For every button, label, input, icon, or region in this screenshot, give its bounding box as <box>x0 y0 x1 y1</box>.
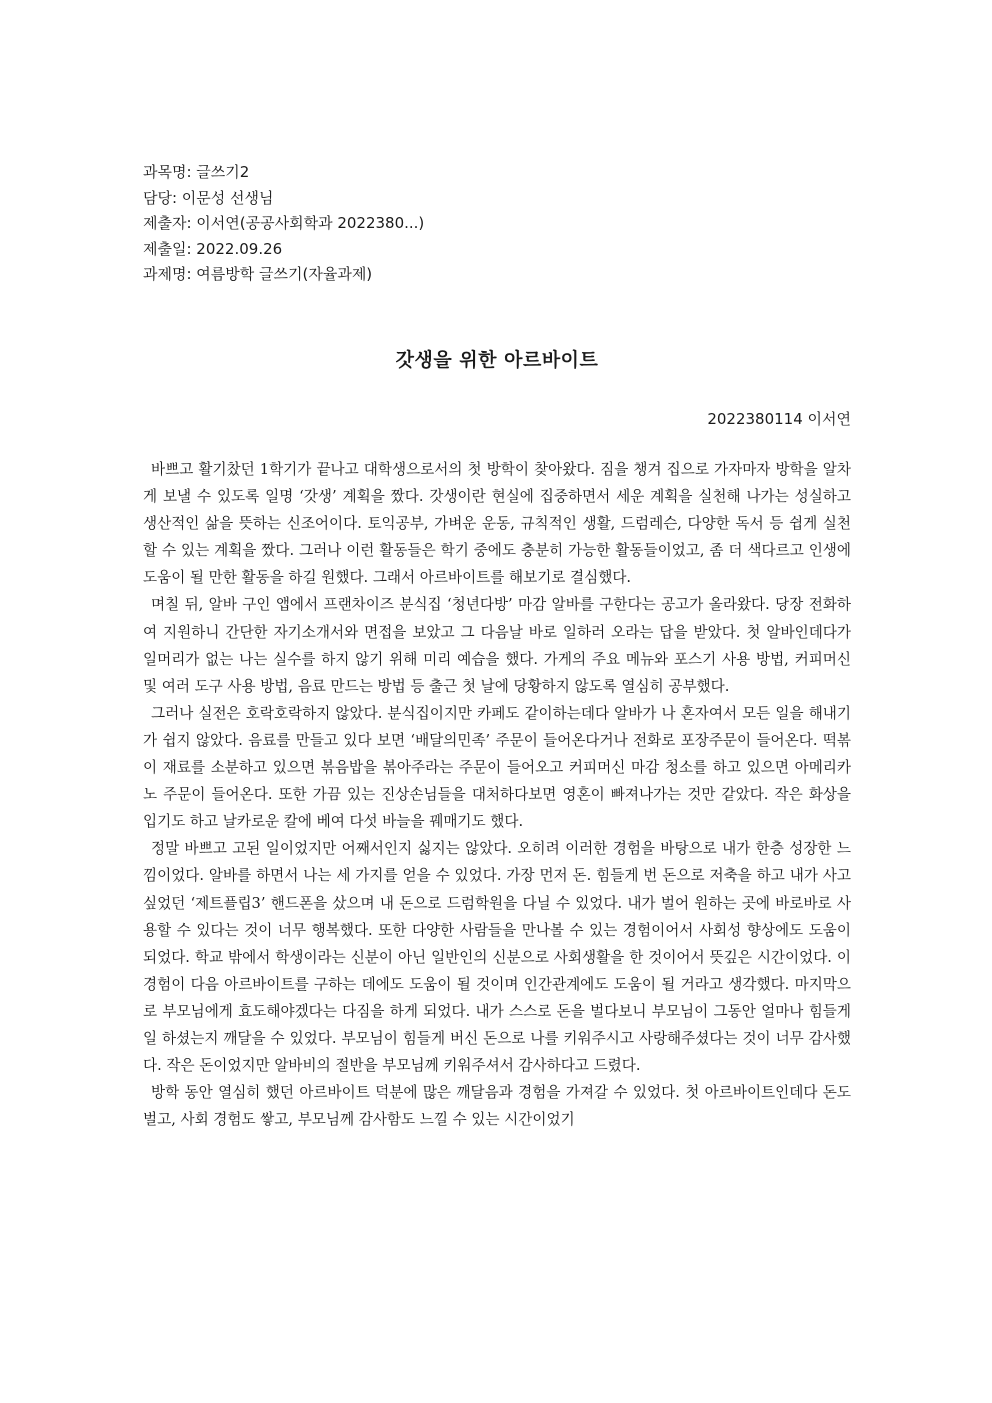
paragraph: 정말 바쁘고 고된 일이었지만 어째서인지 싫지는 않았다. 오히려 이러한 경험을 바탕으로 내가 한층 성장한 느낌이었다. 알바를 하면서 나는 세 가지를 얻을 수 있었다. 가장 먼저 돈. 힘들게 번 돈으로 저축을 하고 내가 사고 싶었던 ‘제트플립3’ 핸드폰을 샀으며 내 돈으로 드럼학원을 다닐 수 있었다. 내가 벌어 원하는 곳에 바로바로 사용할 수 있다는 것이 너무 행복했다. 또한 다양한 사람들을 만나볼 수 있는 경험이어서 사회성 향상에도 도움이 되었다. 학교 밖에서 학생이라는 신분이 아닌 일반인의 신분으로 사회생활을 한 것이어서 뜻깊은 시간이었다. 이 경험이 다음 아르바이트를 구하는 데에도 도움이 될 것이며 인간관계에도 도움이 될 거라고 생각했다. 마지막으로 부모님에게 효도해야겠다는 다짐을 하게 되었다. 내가 스스로 돈을 벌다보니 부모님이 그동안 얼마나 힘들게 일 하셨는지 깨달을 수 있었다. 부모님이 힘들게 버신 돈으로 나를 키워주시고 사랑해주셨다는 것이 너무 감사했다. 작은 돈이었지만 알바비의 절반을 부모님께 키워주셔서 감사하다고 드렸다. <box>143 840 851 1075</box>
paragraph: 며칠 뒤, 알바 구인 앱에서 프랜차이즈 분식집 ‘청년다방’ 마감 알바를 구한다는 공고가 올라왔다. 당장 전화하여 지원하니 간단한 자기소개서와 면접을 보았고 그 다음날 바로 일하러 오라는 답을 받았다. 첫 알바인데다가 일머리가 없는 나는 실수를 하지 않기 위해 미리 예습을 했다. 가게의 주요 메뉴와 포스기 사용 방법, 커피머신 및 여러 도구 사용 방법, 음료 만드는 방법 등 출근 첫 날에 당황하지 않도록 열심히 공부했다. <box>143 596 851 695</box>
paragraph: 바쁘고 활기찼던 1학기가 끝나고 대학생으로서의 첫 방학이 찾아왔다. 짐을 챙겨 집으로 가자마자 방학을 알차게 보낼 수 있도록 일명 ‘갓생’ 계획을 짰다. 갓생이란 현실에 집중하면서 세운 계획을 실천해 나가는 성실하고 생산적인 삶을 뜻하는 신조어이다. 토익공부, 가벼운 운동, 규칙적인 생활, 드럼레슨, 다양한 독서 등 쉽게 실천할 수 있는 계획을 짰다. 그러나 이런 활동들은 학기 중에도 충분히 가능한 활동들이었고, 좀 더 색다르고 인생에 도움이 될 만한 활동을 하길 원했다. 그래서 아르바이트를 해보기로 결심했다. <box>143 461 851 587</box>
paragraph: 방학 동안 열심히 했던 아르바이트 덕분에 많은 깨달음과 경험을 가져갈 수 있었다. 첫 아르바이트인데다 돈도 벌고, 사회 경험도 쌓고, 부모님께 감사함도 느낄 수 있는 시간이었기 <box>143 1084 851 1129</box>
essay-author: 2022380114 이서연 <box>707 410 851 428</box>
assignment-line: 과제명: 여름방학 글쓰기(자율과제) <box>143 265 373 283</box>
instructor-line: 담당: 이문성 선생님 <box>143 188 274 207</box>
essay-title: 갓생을 위한 아르바이트 <box>395 349 599 371</box>
date-line: 제출일: 2022.09.26 <box>143 239 283 258</box>
submission-info <box>143 160 843 288</box>
course-line: 과목명: 글쓰기2 <box>143 163 250 181</box>
essay-body <box>143 456 851 1133</box>
submitter-line: 제출자: 이서연(공공사회학과 2022380...) <box>143 214 425 232</box>
paragraph: 그러나 실전은 호락호락하지 않았다. 분식집이지만 카페도 같이하는데다 알바가 나 혼자여서 모든 일을 해내기가 쉽지 않았다. 음료를 만들고 있다 보면 ‘배달의민족’ 주문이 들어온다거나 전화로 포장주문이 들어온다. 떡볶이 재료를 소분하고 있으면 볶음밥을 볶아주라는 주문이 들어오고 커피머신 마감 청소를 하고 있으면 아메리카노 주문이 들어온다. 또한 가끔 있는 진상손님들을 대처하다보면 영혼이 빠져나가는 것만 같았다. 작은 화상을 입기도 하고 날카로운 칼에 베여 다섯 바늘을 꿰매기도 했다. <box>143 704 851 831</box>
